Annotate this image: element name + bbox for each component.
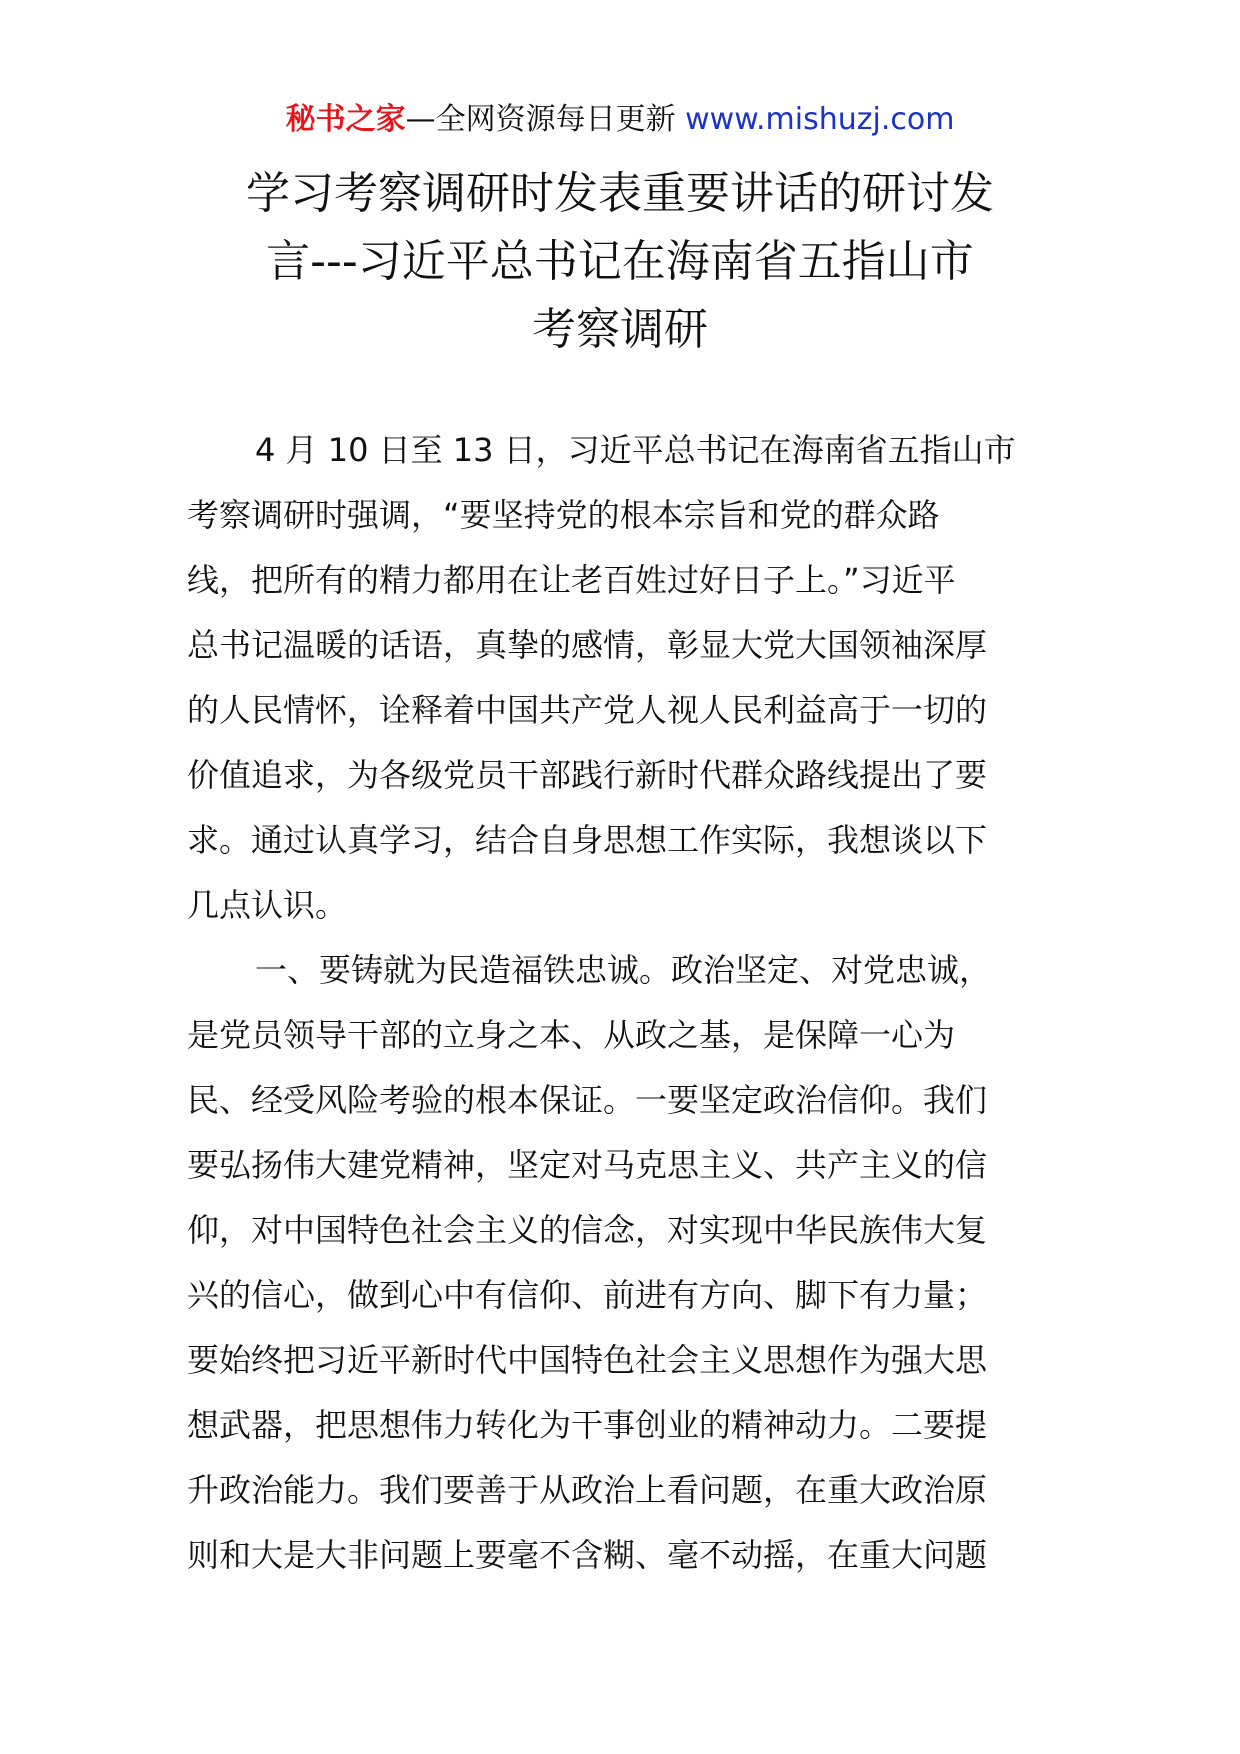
body-line: 兴的信心，做到心中有信仰、前进有方向、脚下有力量；: [187, 1276, 988, 1314]
body-line: 求。通过认真学习，结合自身思想工作实际，我想谈以下: [187, 821, 988, 859]
body-line: 价值追求，为各级党员干部践行新时代群众路线提出了要: [187, 756, 988, 794]
body-line: 线，把所有的精力都用在让老百姓过好日子上。”习近平: [187, 561, 956, 599]
body-line: 要弘扬伟大建党精神，坚定对马克思主义、共产主义的信: [187, 1146, 988, 1184]
body-line: 一、要铸就为民造福铁忠诚。政治坚定、对党忠诚，: [255, 951, 992, 989]
body-line: 是党员领导干部的立身之本、从政之基，是保障一心为: [187, 1016, 956, 1054]
body-line: 民、经受风险考验的根本保证。一要坚定政治信仰。我们: [187, 1081, 988, 1119]
document-title: [170, 160, 1070, 364]
body-line: 要始终把习近平新时代中国特色社会主义思想作为强大思: [187, 1341, 988, 1379]
document-body: [187, 418, 1057, 1588]
body-line: 想武器，把思想伟力转化为干事创业的精神动力。二要提: [187, 1406, 988, 1444]
header-tagline: —全网资源每日更新: [405, 102, 676, 137]
body-line: 仰，对中国特色社会主义的信念，对实现中华民族伟大复: [187, 1211, 988, 1249]
body-line: 则和大是大非问题上要毫不含糊、毫不动摇，在重大问题: [187, 1536, 988, 1574]
title-line: 言---习近平总书记在海南省五指山市: [266, 236, 974, 287]
site-url-link[interactable]: www.mishuzj.com: [685, 102, 955, 137]
body-line: 总书记温暖的话语，真挚的感情，彰显大党大国领袖深厚: [187, 626, 988, 664]
body-line: 几点认识。: [187, 886, 348, 924]
body-line: 升政治能力。我们要善于从政治上看问题，在重大政治原: [187, 1471, 988, 1509]
title-line: 学习考察调研时发表重要讲话的研讨发: [246, 168, 994, 219]
body-line: 考察调研时强调，“要坚持党的根本宗旨和党的群众路: [187, 496, 940, 534]
site-header: [0, 98, 1240, 142]
brand-name: 秘书之家: [285, 102, 406, 137]
body-line: 4 月 10 日至 13 日，习近平总书记在海南省五指山市: [255, 431, 1016, 469]
title-line: 考察调研: [532, 304, 708, 355]
body-line: 的人民情怀，诠释着中国共产党人视人民利益高于一切的: [187, 691, 988, 729]
